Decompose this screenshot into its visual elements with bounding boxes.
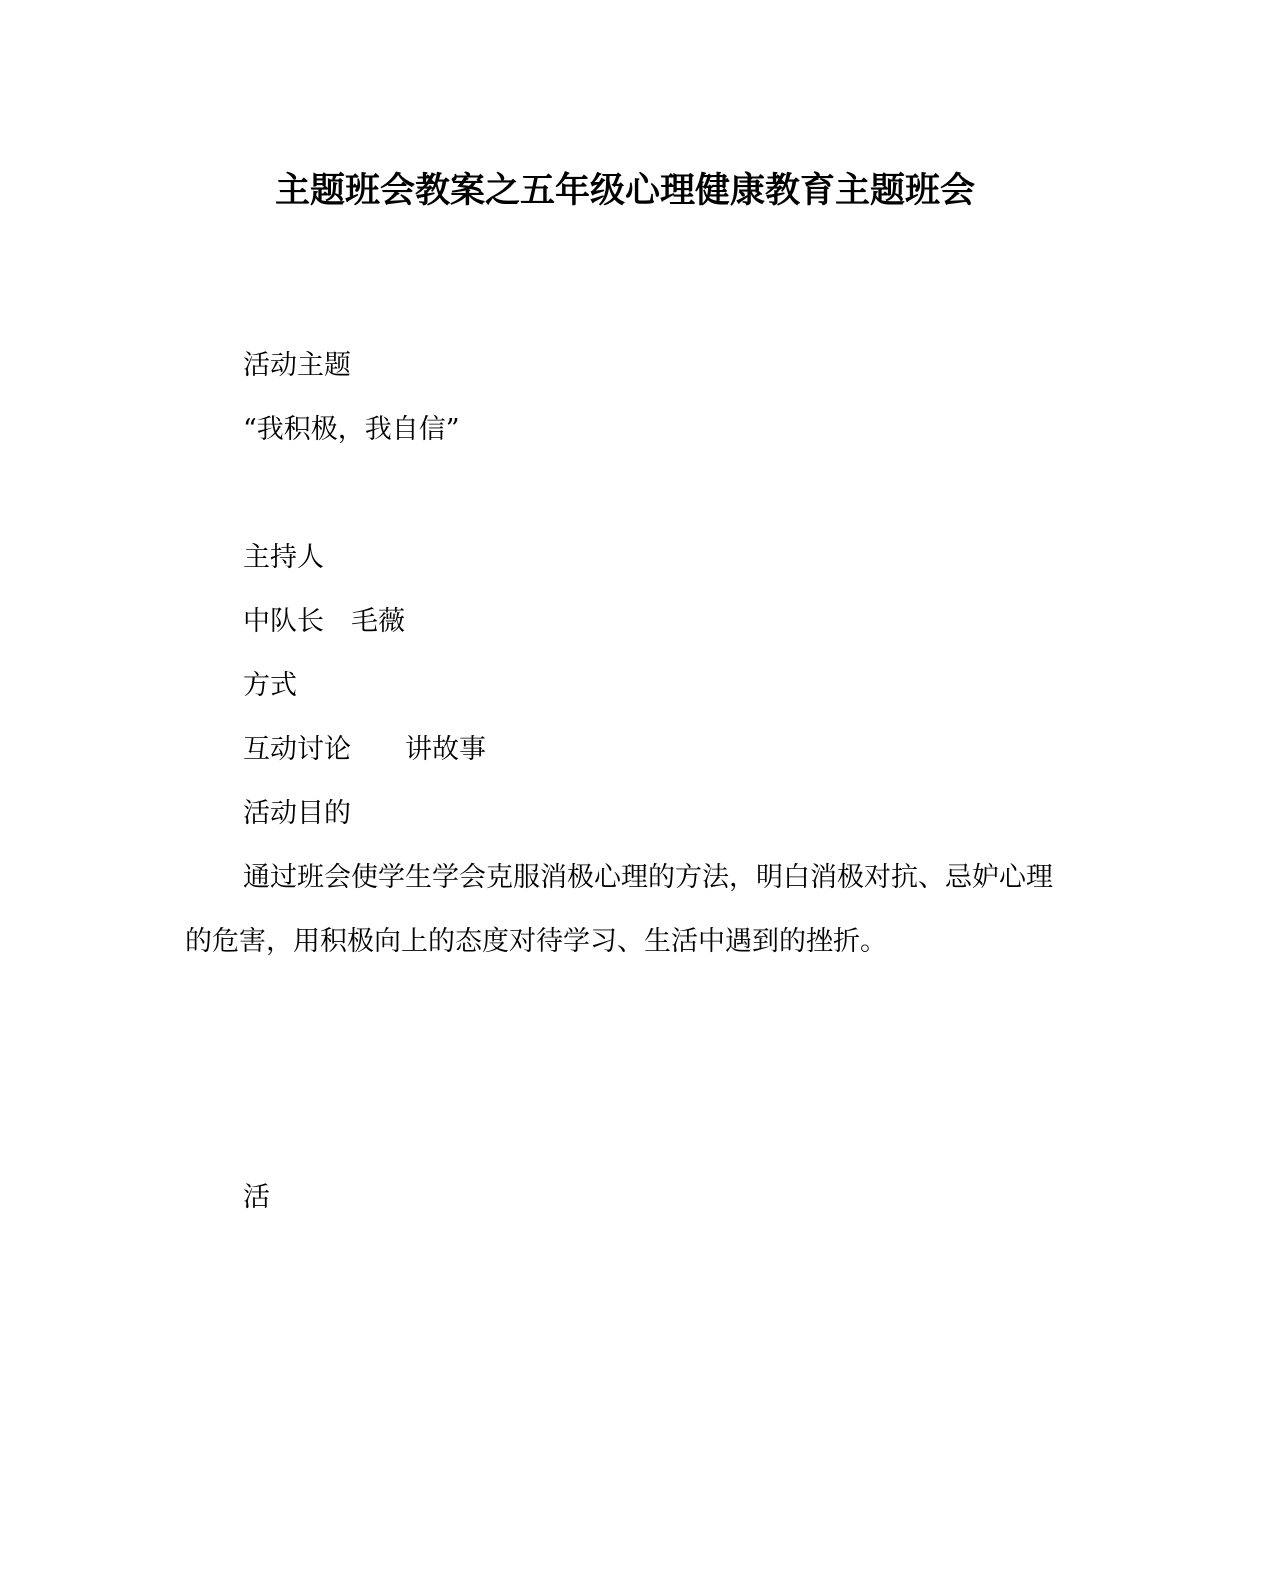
goal-paragraph: 通过班会使学生学会克服消极心理的方法，明白消极对抗、忌妒心理的危害，用积极向上的态度对待学习、生活中遇到的挫折。: [185, 862, 1053, 957]
host-value: 中队长 毛薇: [243, 606, 405, 637]
document-title: 主题班会教案之五年级心理健康教育主题班会: [274, 170, 975, 211]
host-label: 主持人: [243, 542, 324, 573]
goal-label: 活动目的: [243, 798, 351, 829]
trailing-fragment: 活: [243, 1182, 270, 1213]
theme-label: 活动主题: [243, 350, 351, 381]
theme-value: “我积极，我自信”: [243, 414, 460, 445]
method-label: 方式: [243, 670, 297, 701]
method-value: 互动讨论 讲故事: [243, 734, 486, 765]
